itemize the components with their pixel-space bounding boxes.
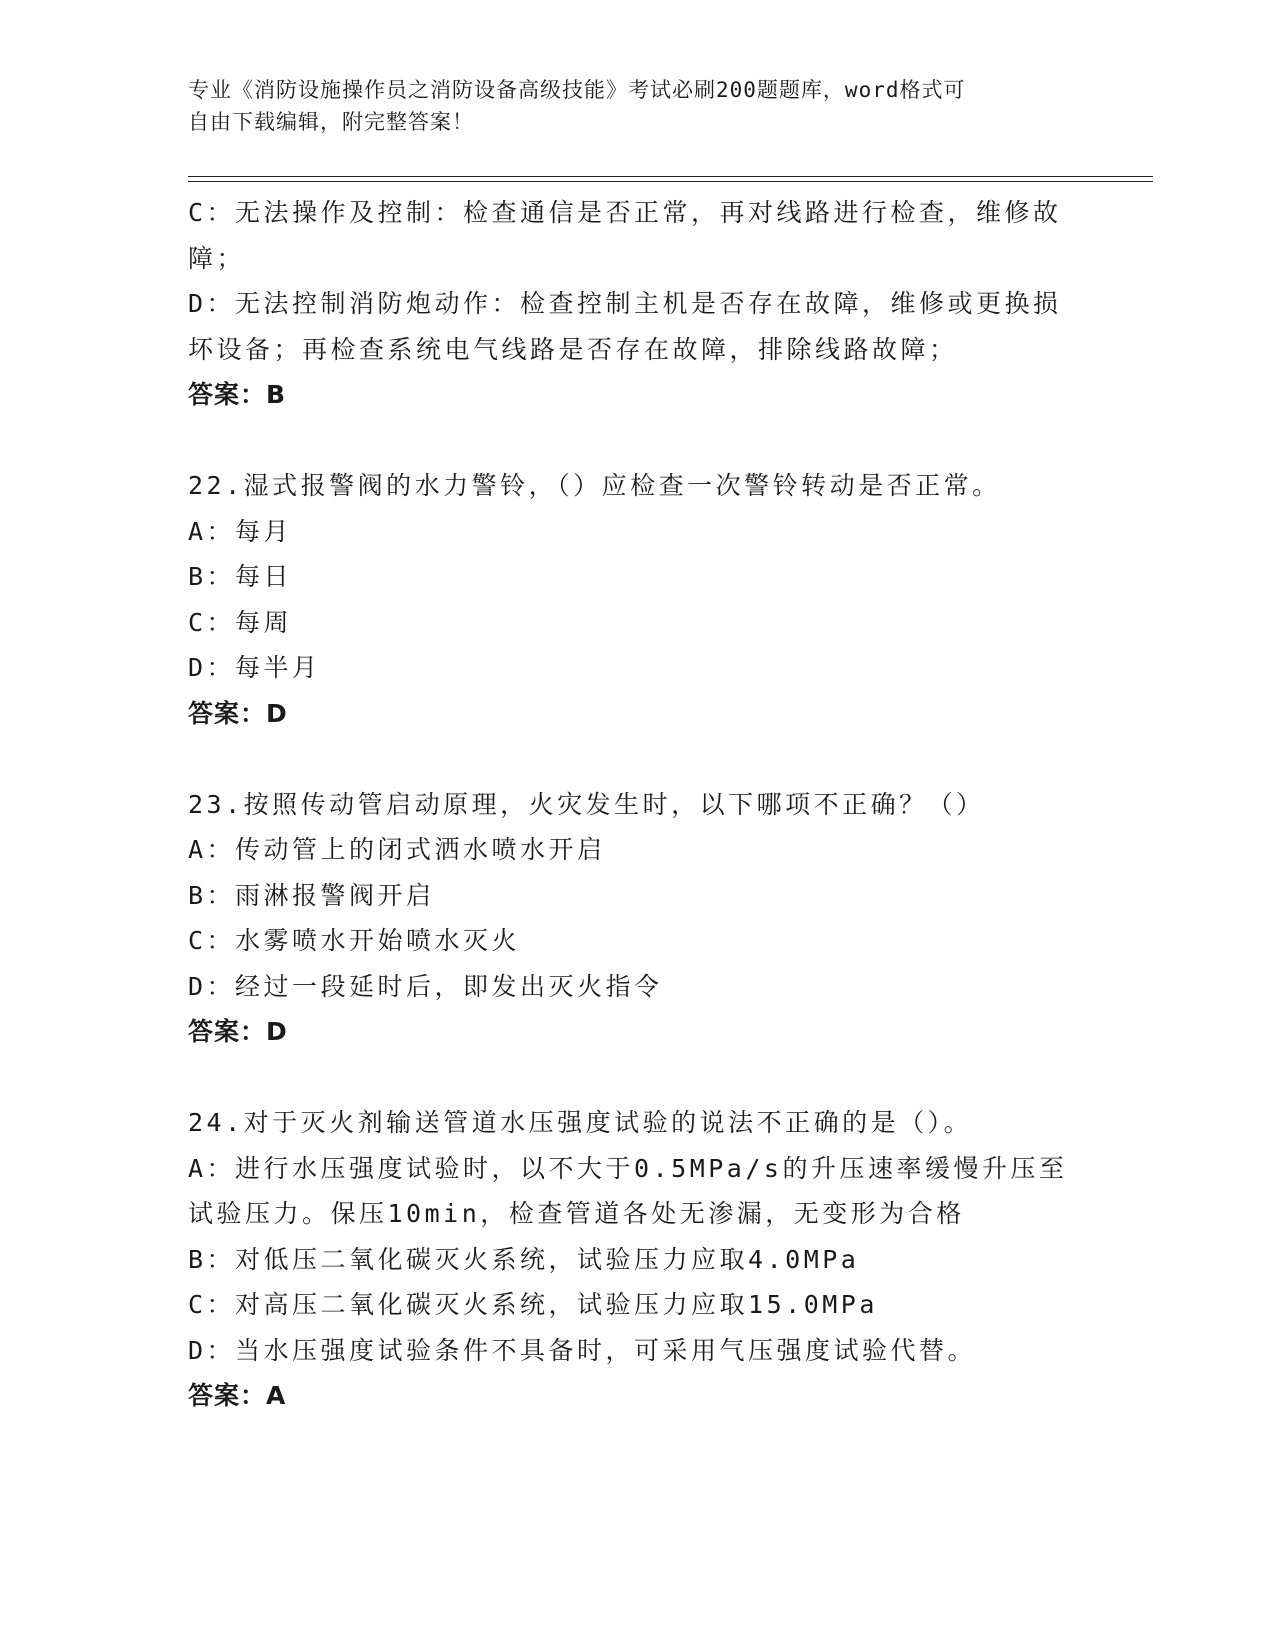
document-body	[188, 190, 1088, 1419]
question-24-option-c: C：对高压二氧化碳灭火系统，试验压力应取15.0MPa	[188, 1290, 878, 1319]
question-23-option-d: D：经过一段延时后，即发出灭火指令	[188, 971, 663, 1001]
answer-22: 答案：D	[188, 698, 288, 728]
option-c-line-1: C：无法操作及控制：检查通信是否正常，再对线路进行检查，维修故	[188, 198, 1062, 227]
header-divider-top	[188, 176, 1153, 177]
option-d-line-2: 坏设备；再检查系统电气线路是否存在故障，排除线路故障；	[188, 334, 958, 364]
question-24	[188, 1100, 1088, 1419]
option-c-line-2: 障；	[188, 243, 246, 273]
question-23-option-b: B：雨淋报警阀开启	[188, 880, 435, 910]
question-24-text: 24.对于灭火剂输送管道水压强度试验的说法不正确的是（）。	[188, 1108, 973, 1137]
spacer	[188, 1055, 1088, 1101]
question-22-option-d: D：每半月	[188, 653, 321, 682]
question-24-option-a-line-1: A：进行水压强度试验时，以不大于0.5MPa/s的升压速率缓慢升压至	[188, 1153, 1068, 1183]
document-header	[188, 74, 1088, 138]
question-23	[188, 782, 1088, 1055]
question-23-text: 23.按照传动管启动原理，火灾发生时，以下哪项不正确？（）	[188, 789, 985, 819]
question-23-option-a: A：传动管上的闭式洒水喷水开启	[188, 835, 606, 864]
option-d-line-1: D：无法控制消防炮动作：检查控制主机是否存在故障，维修或更换损	[188, 289, 1062, 318]
answer-24: 答案：A	[188, 1381, 287, 1410]
question-24-option-a-line-2: 试验压力。保压10min，检查管道各处无渗漏，无变形为合格	[188, 1199, 965, 1228]
question-22-option-b: B：每日	[188, 562, 293, 591]
question-21-continued	[188, 190, 1088, 418]
header-title-line-1: 专业《消防设施操作员之消防设备高级技能》考试必刷200题题库，word格式可	[188, 78, 966, 102]
answer-23: 答案：D	[188, 1017, 288, 1046]
header-title-line-2: 自由下载编辑，附完整答案！	[188, 110, 474, 134]
question-23-option-c: C：水雾喷水开始喷水灭火	[188, 926, 521, 955]
question-24-option-b: B：对低压二氧化碳灭火系统，试验压力应取4.0MPa	[188, 1244, 860, 1274]
spacer	[188, 736, 1088, 782]
spacer	[188, 418, 1088, 464]
header-divider-bottom	[188, 181, 1153, 182]
question-22-text: 22.湿式报警阀的水力警铃，（）应检查一次警铃转动是否正常。	[188, 471, 1001, 500]
question-22-option-c: C：每周	[188, 607, 293, 637]
question-22	[188, 463, 1088, 736]
question-24-option-d: D：当水压强度试验条件不具备时，可采用气压强度试验代替。	[188, 1335, 977, 1365]
answer-21: 答案：B	[188, 380, 287, 409]
question-22-option-a: A：每月	[188, 516, 293, 546]
